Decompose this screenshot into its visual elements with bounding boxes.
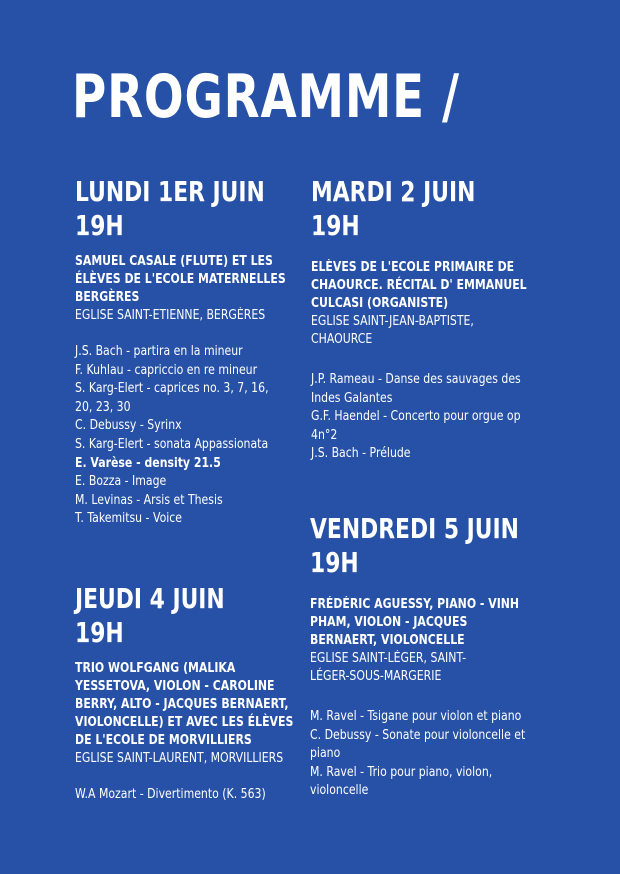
- work-item: W.A Mozart - Divertimento (K. 563): [75, 787, 266, 802]
- concert-lundi: [75, 175, 300, 529]
- concert-heading: [75, 582, 325, 650]
- work-item: E. Varèse - density 21.5: [75, 455, 221, 471]
- concert-day: LUNDI 1ER JUIN: [75, 175, 265, 208]
- concert-time: 19H: [75, 209, 124, 242]
- work-item: F. Kuhlau - capriccio en re mineur: [75, 362, 258, 378]
- work-item: J.S. Bach - partira en la mineur: [75, 344, 243, 359]
- concert-venue: EGLISE SAINT-JEAN-BAPTISTE, CHAOURCE: [311, 314, 474, 347]
- work-item: M. Levinas - Arsis et Thesis: [75, 492, 223, 508]
- concert-performers: TRIO WOLFGANG (MALIKA YESSETOVA, VIOLON - CAROLINE BERRY, ALTO - JACQUES BERNAERT, VIOLONCELLE) ET AVEC LES ÉLÈVES DE L'ECOLE DE MORVILLIERS: [75, 661, 294, 748]
- concert-works: [311, 371, 539, 464]
- work-item: J.S. Bach - Prélude: [311, 446, 411, 462]
- concert-venue: EGLISE SAINT-LAURENT, MORVILLIERS: [75, 751, 284, 766]
- concert-time: 19H: [311, 209, 360, 242]
- work-item: C. Debussy - Syrinx: [75, 418, 182, 434]
- work-item: M. Ravel - Trio pour piano, violon, violoncelle: [310, 764, 493, 799]
- concert-time: 19H: [75, 616, 124, 649]
- concert-works: [310, 708, 537, 801]
- concert-mardi: [311, 175, 551, 464]
- concert-heading: [310, 512, 560, 580]
- concert-day: MARDI 2 JUIN: [311, 175, 476, 208]
- concert-venue: EGLISE SAINT-ETIENNE, BERGÈRES: [75, 308, 266, 323]
- concert-vendredi: [310, 512, 550, 801]
- work-item: J.P. Rameau - Danse des sauvages des Indes Galantes: [311, 372, 521, 406]
- concert-day: VENDREDI 5 JUIN: [310, 512, 519, 545]
- work-item: G.F. Haendel - Concerto pour orgue op 4n°2: [311, 409, 521, 443]
- concert-venue: EGLISE SAINT-LÉGER, SAINT-LÉGER-SOUS-MARGERIE: [310, 651, 467, 684]
- concert-jeudi: [75, 582, 300, 805]
- work-item: M. Ravel - Tsigane pour violon et piano: [310, 709, 522, 724]
- concert-works: [75, 343, 303, 529]
- concert-performers: SAMUEL CASALE (FLUTE) ET LES ÉLÈVES DE L'ECOLE MATERNELLES BERGÈRES: [75, 254, 286, 305]
- concert-day: JEUDI 4 JUIN: [75, 582, 225, 615]
- work-item: T. Takemitsu - Voice: [75, 511, 183, 527]
- page-title: PROGRAMME /: [72, 62, 460, 132]
- concert-performers: FRÉDÉRIC AGUESSY, PIANO - VINH PHAM, VIOLON - JACQUES BERNAERT, VIOLONCELLE: [310, 597, 520, 648]
- concert-time: 19H: [310, 546, 359, 579]
- concert-works: [75, 786, 303, 805]
- work-item: E. Bozza - Image: [75, 474, 167, 490]
- concert-heading: [311, 175, 561, 243]
- work-item: C. Debussy - Sonate pour violoncelle et piano: [310, 727, 526, 762]
- concert-performers: ELÈVES DE L'ECOLE PRIMAIRE DE CHAOURCE. RÉCITAL D' EMMANUEL CULCASI (ORGANISTE): [311, 260, 527, 311]
- work-item: S. Karg-Elert - caprices no. 3, 7, 16, 20, 23, 30: [75, 381, 269, 415]
- concert-heading: [75, 175, 325, 243]
- work-item: S. Karg-Elert - sonata Appassionata: [75, 436, 269, 452]
